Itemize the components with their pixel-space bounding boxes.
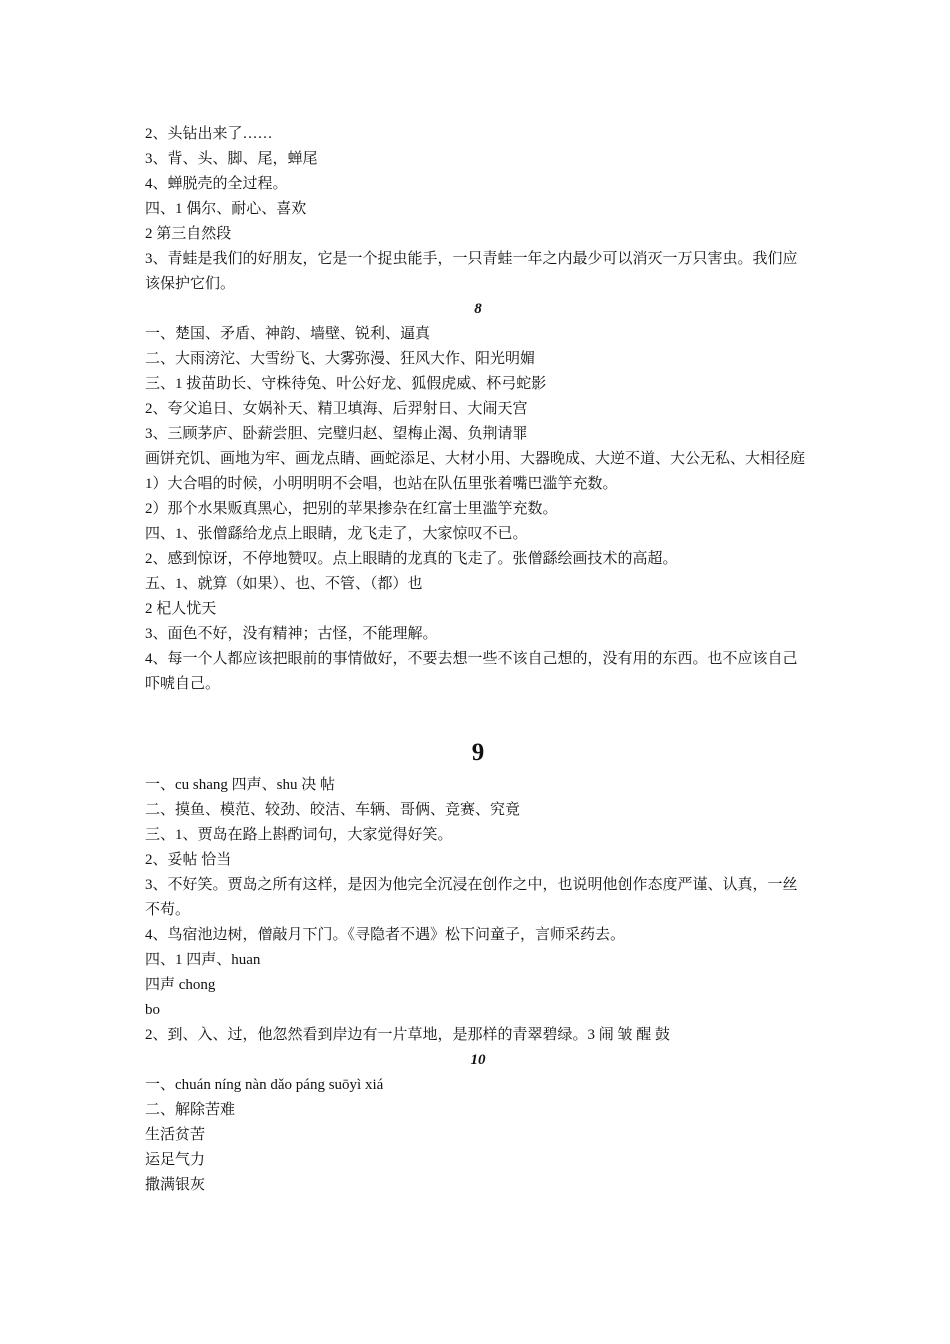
answer-line: 四、1、张僧繇给龙点上眼睛，龙飞走了，大家惊叹不已。 [145, 526, 528, 542]
answer-line: 二、解除苦难 [145, 1102, 236, 1118]
answer-line: 五、1、就算（如果）、也、不管、（都）也 [145, 576, 423, 592]
document-page [145, 122, 811, 1198]
answer-line: 2 第三自然段 [145, 226, 232, 242]
section-8 [145, 297, 811, 697]
answer-line: 3、背、头、脚、尾，蝉尾 [145, 151, 318, 167]
section-10 [145, 1048, 811, 1198]
section-heading: 10 [470, 1052, 486, 1068]
answer-line: 三、1、贾岛在路上斟酌词句，大家觉得好笑。 [145, 827, 453, 843]
answer-paragraph: 4、每一个人都应该把眼前的事情做好，不要去想一些不该自己想的，没有用的东西。也不应该自己吓唬自己。 [145, 651, 798, 692]
answer-line: 2 杞人忧天 [145, 601, 217, 617]
answer-line: 三、1 拔苗助长、守株待兔、叶公好龙、狐假虎威、杯弓蛇影 [145, 376, 547, 392]
answer-line: 二、摸鱼、模范、较劲、皎洁、车辆、哥俩、竞赛、究竟 [145, 802, 521, 818]
answer-paragraph: 3、青蛙是我们的好朋友，它是一个捉虫能手，一只青蛙一年之内最少可以消灭一万只害虫。我们应该保护它们。 [145, 251, 798, 292]
section-9 [145, 733, 811, 1048]
answer-line: 四、1 偶尔、耐心、喜欢 [145, 201, 307, 217]
answer-line: 一、cu shang 四声、shu 决 帖 [145, 777, 335, 793]
answer-line: 一、楚国、矛盾、神韵、墙壁、锐利、逼真 [145, 326, 431, 342]
answer-paragraph: 3、不好笑。贾岛之所有这样，是因为他完全沉浸在创作之中，也说明他创作态度严谨、认真，一丝不苟。 [145, 877, 798, 918]
answer-line: 4、蝉脱壳的全过程。 [145, 176, 288, 192]
answer-line: 3、面色不好，没有精神；古怪，不能理解。 [145, 626, 438, 642]
answer-line: 撒满银灰 [145, 1177, 206, 1193]
answer-line: 2、头钻出来了…… [145, 126, 273, 142]
answer-line: 2、到、入、过，他忽然看到岸边有一片草地，是那样的青翠碧绿。3 闹 皱 醒 鼓 [145, 1027, 671, 1043]
answer-line: 2、妥帖 恰当 [145, 852, 232, 868]
answer-line: 四声 chong [145, 977, 216, 993]
answer-line: 运足气力 [145, 1152, 206, 1168]
answer-line: 2）那个水果贩真黑心，把别的苹果掺杂在红富士里滥竽充数。 [145, 501, 558, 517]
section-heading: 8 [474, 301, 482, 317]
answer-line: 生活贫苦 [145, 1127, 206, 1143]
answer-line: 2、夸父追日、女娲补天、精卫填海、后羿射日、大闹天宫 [145, 401, 528, 417]
answer-line: 一、chuán níng nàn dǎo páng suōyì xiá [145, 1077, 384, 1093]
answer-line: 二、大雨滂沱、大雪纷飞、大雾弥漫、狂风大作、阳光明媚 [145, 351, 536, 367]
answer-line: 3、三顾茅庐、卧薪尝胆、完璧归赵、望梅止渴、负荆请罪 [145, 426, 528, 442]
answer-line: bo [145, 1002, 160, 1018]
answer-line: 2、感到惊讶，不停地赞叹。点上眼睛的龙真的飞走了。张僧繇绘画技术的高超。 [145, 551, 678, 567]
answer-line: 4、鸟宿池边树，僧敲月下门。《寻隐者不遇》松下问童子，言师采药去。 [145, 927, 626, 943]
answer-line: 1）大合唱的时候，小明明明不会唱，也站在队伍里张着嘴巴滥竽充数。 [145, 476, 618, 492]
section-heading: 9 [471, 739, 485, 766]
answer-line: 四、1 四声、huan [145, 952, 261, 968]
answer-paragraph: 画饼充饥、画地为牢、画龙点睛、画蛇添足、大材小用、大器晚成、大逆不道、大公无私、大相径庭 [145, 451, 806, 467]
section-7 [145, 122, 811, 297]
